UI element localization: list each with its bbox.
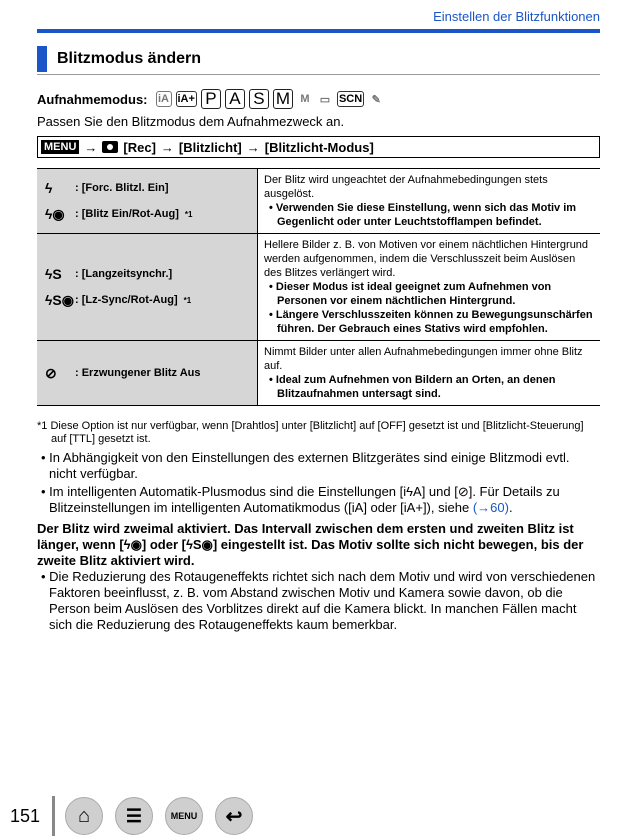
flash-on-icon: ϟ (45, 179, 53, 196)
description-cell (258, 234, 601, 341)
table-row (37, 169, 600, 234)
description-cell (258, 341, 601, 406)
arrow: → (84, 139, 98, 155)
mode-label: : [Blitz Ein/Rot-Aug] (75, 208, 179, 220)
back-icon: ↩ (225, 805, 243, 828)
mode-item (45, 206, 249, 223)
note-text: • Im intelligenten Automatik-Plusmodus sind die Einstellungen [iϟA] und [⊘]. Für Details zu Blitzeinstellungen im intelligenten Automatikmodus ([iA] oder [iA+]), siehe (41, 484, 560, 515)
flash-red-eye-icon: ϟ◉ (45, 205, 65, 222)
slow-sync-red-eye-icon: ϟS◉ (45, 291, 74, 308)
bullet-item: • Längere Verschlusszeiten können zu Bewegungsunschärfen führen. Der Gebrauch eines Stativs wird empfohlen. (269, 309, 593, 335)
camera-icon (102, 141, 118, 153)
program-mode-icon: P (201, 89, 221, 109)
footnote-ref: *1 (184, 209, 193, 219)
contents-button[interactable] (115, 797, 153, 835)
menu-tag: MENU (41, 140, 79, 154)
note-item: • In Abhängigkeit von den Einstellungen des externen Blitzgerätes sind einige Blitzmodi evtl. nicht verfügbar. (41, 450, 570, 481)
creative-video-icon: M (300, 93, 310, 105)
flash-off-icon: ⊘ (45, 364, 57, 381)
important-note: Der Blitz wird zweimal aktiviert. Das Intervall zwischen dem ersten und zweiten Blitz ist länger, wenn [ϟ◉] oder [ϟS◉] eingestellt ist. Das Motiv sollte sich nicht bewegen, bis der zweite Blitz aktiviert wird. (37, 521, 584, 568)
manual-mode-icon: M (273, 89, 293, 109)
contents-icon: ☰ (125, 805, 143, 826)
mode-label: : [Lz-Sync/Rot-Aug] (75, 294, 178, 306)
menu-button-label: MENU (170, 811, 198, 821)
mode-label: : Erzwungener Blitz Aus (75, 367, 201, 379)
recording-modes-label: Aufnahmemodus: (37, 91, 148, 107)
footer-divider (52, 796, 55, 836)
creative-control-icon: ✎ (371, 93, 381, 106)
section-title: Blitzmodus ändern (37, 46, 600, 72)
footer-nav (10, 796, 265, 836)
mode-item (45, 180, 249, 196)
bullet-item: • Dieser Modus ist ideal geeignet zum Aufnehmen von Personen vor einem nächtlichen Hintergrund. (269, 281, 552, 307)
chapter-title: Einstellen der Blitzfunktionen (433, 9, 600, 24)
panorama-icon: ▭ (319, 93, 331, 106)
bullet-item: • Ideal zum Aufnehmen von Bildern an Orten, an denen Blitzaufnahmen untersagt sind. (269, 374, 556, 400)
menu-blitzlicht: [Blitzlicht] (178, 139, 242, 155)
menu-button[interactable] (165, 797, 203, 835)
page-link[interactable]: (→60) (472, 500, 509, 515)
mode-label: : [Langzeitsynchr.] (75, 267, 173, 280)
description-text: Der Blitz wird ungeachtet der Aufnahmebedingungen stets ausgelöst. (264, 174, 548, 200)
mode-item (45, 266, 249, 282)
note-item (37, 484, 600, 516)
mode-item (45, 365, 249, 382)
scene-guide-icon: SCN (338, 93, 363, 105)
intelligent-auto-icon: iA (156, 91, 172, 107)
aperture-mode-icon: A (225, 89, 245, 109)
footnote-ref: *1 (183, 295, 192, 305)
menu-path (37, 136, 600, 158)
description-text: Nimmt Bilder unter allen Aufnahmebedingungen immer ohne Blitz auf. (264, 346, 583, 372)
header-rule (37, 29, 600, 33)
home-icon: ⌂ (77, 804, 91, 827)
mode-cell (37, 234, 258, 341)
section-divider (37, 74, 600, 75)
home-button[interactable] (65, 797, 103, 835)
intelligent-auto-plus-icon: iA+ (177, 93, 195, 105)
description-cell (258, 169, 601, 234)
mode-cell (37, 341, 258, 406)
menu-blitzlicht-modus: [Blitzlicht-Modus] (264, 139, 374, 155)
menu-rec: [Rec] (123, 139, 156, 155)
back-button[interactable] (215, 797, 253, 835)
flash-modes-table (37, 168, 600, 406)
footnote: *1 Diese Option ist nur verfügbar, wenn [Drahtlos] unter [Blitzlicht] auf [OFF] gesetzt ist und [Blitzlicht-Steuerung] auf [TTL] gesetzt ist. (37, 420, 584, 445)
shutter-mode-icon: S (249, 89, 269, 109)
arrow: → (160, 139, 174, 155)
slow-sync-icon: ϟS (45, 265, 62, 282)
note-end: . (508, 500, 513, 515)
note-item: • Die Reduzierung des Rotaugeneffekts richtet sich nach dem Motiv und wird von verschiedenen Faktoren beeinflusst, z. B. vom Abstand zwischen Motiv und Kamera sowie davon, ob die Person beim Auslösen des Vorblitzes direkt auf die Kamera blickt. In manchen Fällen macht sich die Reduzierung des Rotaugeneffekts kaum bemerkbar. (41, 569, 596, 632)
mode-item (45, 292, 249, 309)
intro-text: Passen Sie den Blitzmodus dem Aufnahmezweck an. (37, 114, 345, 129)
description-text: Hellere Bilder z. B. von Motiven vor einem nächtlichen Hintergrund werden aufgenommen, indem die Verschlusszeit beim Auslösen des Blitzes verlängert wird. (264, 239, 589, 279)
table-row (37, 234, 600, 341)
arrow: → (246, 139, 260, 155)
mode-label: : [Forc. Blitzl. Ein] (75, 181, 169, 194)
notes (37, 450, 600, 518)
table-row (37, 341, 600, 406)
recording-modes (37, 89, 384, 109)
page-number: 151 (10, 805, 41, 826)
bullet-item: • Verwenden Sie diese Einstellung, wenn sich das Motiv im Gegenlicht oder unter Leuchtstofflampen befindet. (269, 202, 577, 228)
mode-cell (37, 169, 258, 234)
